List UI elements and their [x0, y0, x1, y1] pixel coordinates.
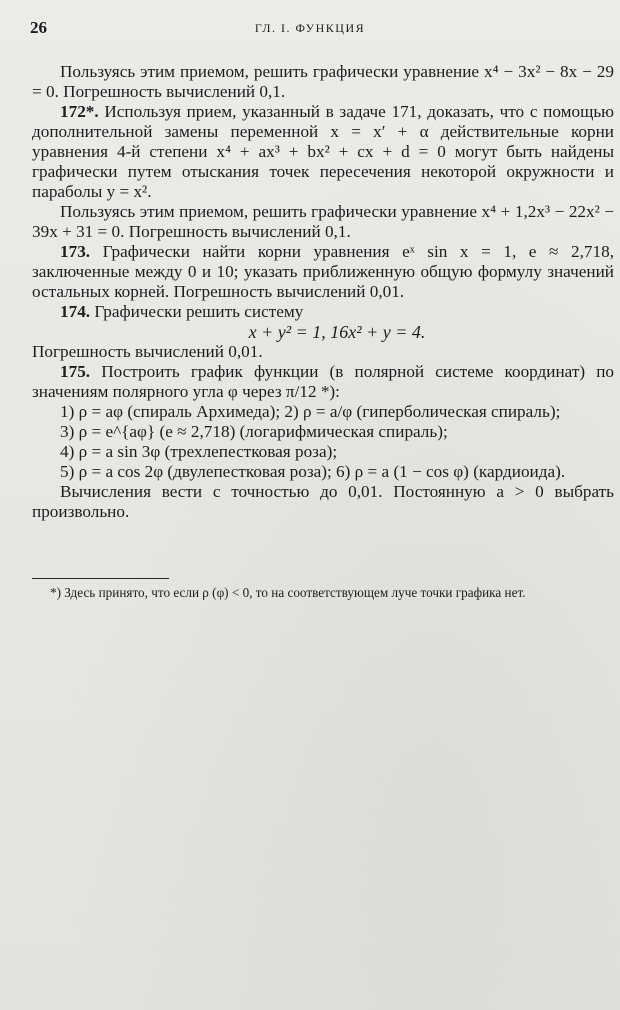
list-item-1-2: 1) ρ = aφ (спираль Архимеда); 2) ρ = a/φ (гиперболическая спираль); [60, 402, 561, 421]
problem-text: Построить график функции (в полярной системе координат) по значениям полярного угла φ через π/12 *): [32, 362, 615, 401]
problem-number: 175. [60, 362, 91, 381]
precision-note: Погрешность вычислений 0,01. [32, 342, 263, 361]
problem-number: 172*. [60, 102, 99, 121]
running-head: ГЛ. I. ФУНКЦИЯ [254, 21, 366, 35]
list-item-5-6: 5) ρ = a cos 2φ (двулепестковая роза); 6) ρ = a (1 − cos φ) (кардиоида). [60, 462, 566, 481]
problem-174 [32, 302, 614, 322]
problem-number: 174. [60, 302, 91, 321]
problem-text: Графически найти корни уравнения eˣ sin x = 1, e ≈ 2,718, заключенные между 0 и 10; указать приближенную общую формулу значений остальных корней. Погрешность вычислений 0,01. [32, 242, 614, 301]
problem-number: 173. [60, 242, 91, 261]
footnote-divider [32, 578, 169, 579]
paragraph-closing: Вычисления вести с точностью до 0,01. Постоянную a > 0 выбрать произвольно. [32, 482, 614, 521]
list-item-4: 4) ρ = a sin 3φ (трехлепестковая роза); [60, 442, 338, 461]
paragraph-172-continuation: Пользуясь этим приемом, решить графически уравнение x⁴ + 1,2x³ − 22x² − 39x + 31 = 0. Погрешность вычислений 0,1. [32, 202, 614, 241]
problem-text: Используя прием, указанный в задаче 171, доказать, что с помощью дополнительной замены переменной x = x′ + α действительные корни уравнения 4-й степени x⁴ + ax³ + bx² + cx + d = 0 могут быть найдены графически путем отыскания точек пересечения некоторой окружности и параболы y = x². [32, 102, 615, 201]
problem-text: Графически решить систему [94, 302, 304, 321]
page-number: 26 [30, 18, 47, 37]
page-header [0, 18, 620, 40]
list-item-3: 3) ρ = e^{aφ} (e ≈ 2,718) (логарифмическая спираль); [60, 422, 448, 441]
main-text [32, 62, 614, 522]
problem-172 [32, 102, 614, 202]
footnote: *) Здесь принято, что если ρ (φ) < 0, то на соответствующем луче точки графика нет. [50, 585, 526, 600]
system-equation: x + y² = 1, 16x² + y = 4. [248, 322, 426, 342]
problem-175 [32, 362, 614, 402]
paragraph-171-continuation: Пользуясь этим приемом, решить графически уравнение x⁴ − 3x² − 8x − 29 = 0. Погрешность вычислений 0,1. [32, 62, 614, 101]
problem-173 [32, 242, 614, 302]
